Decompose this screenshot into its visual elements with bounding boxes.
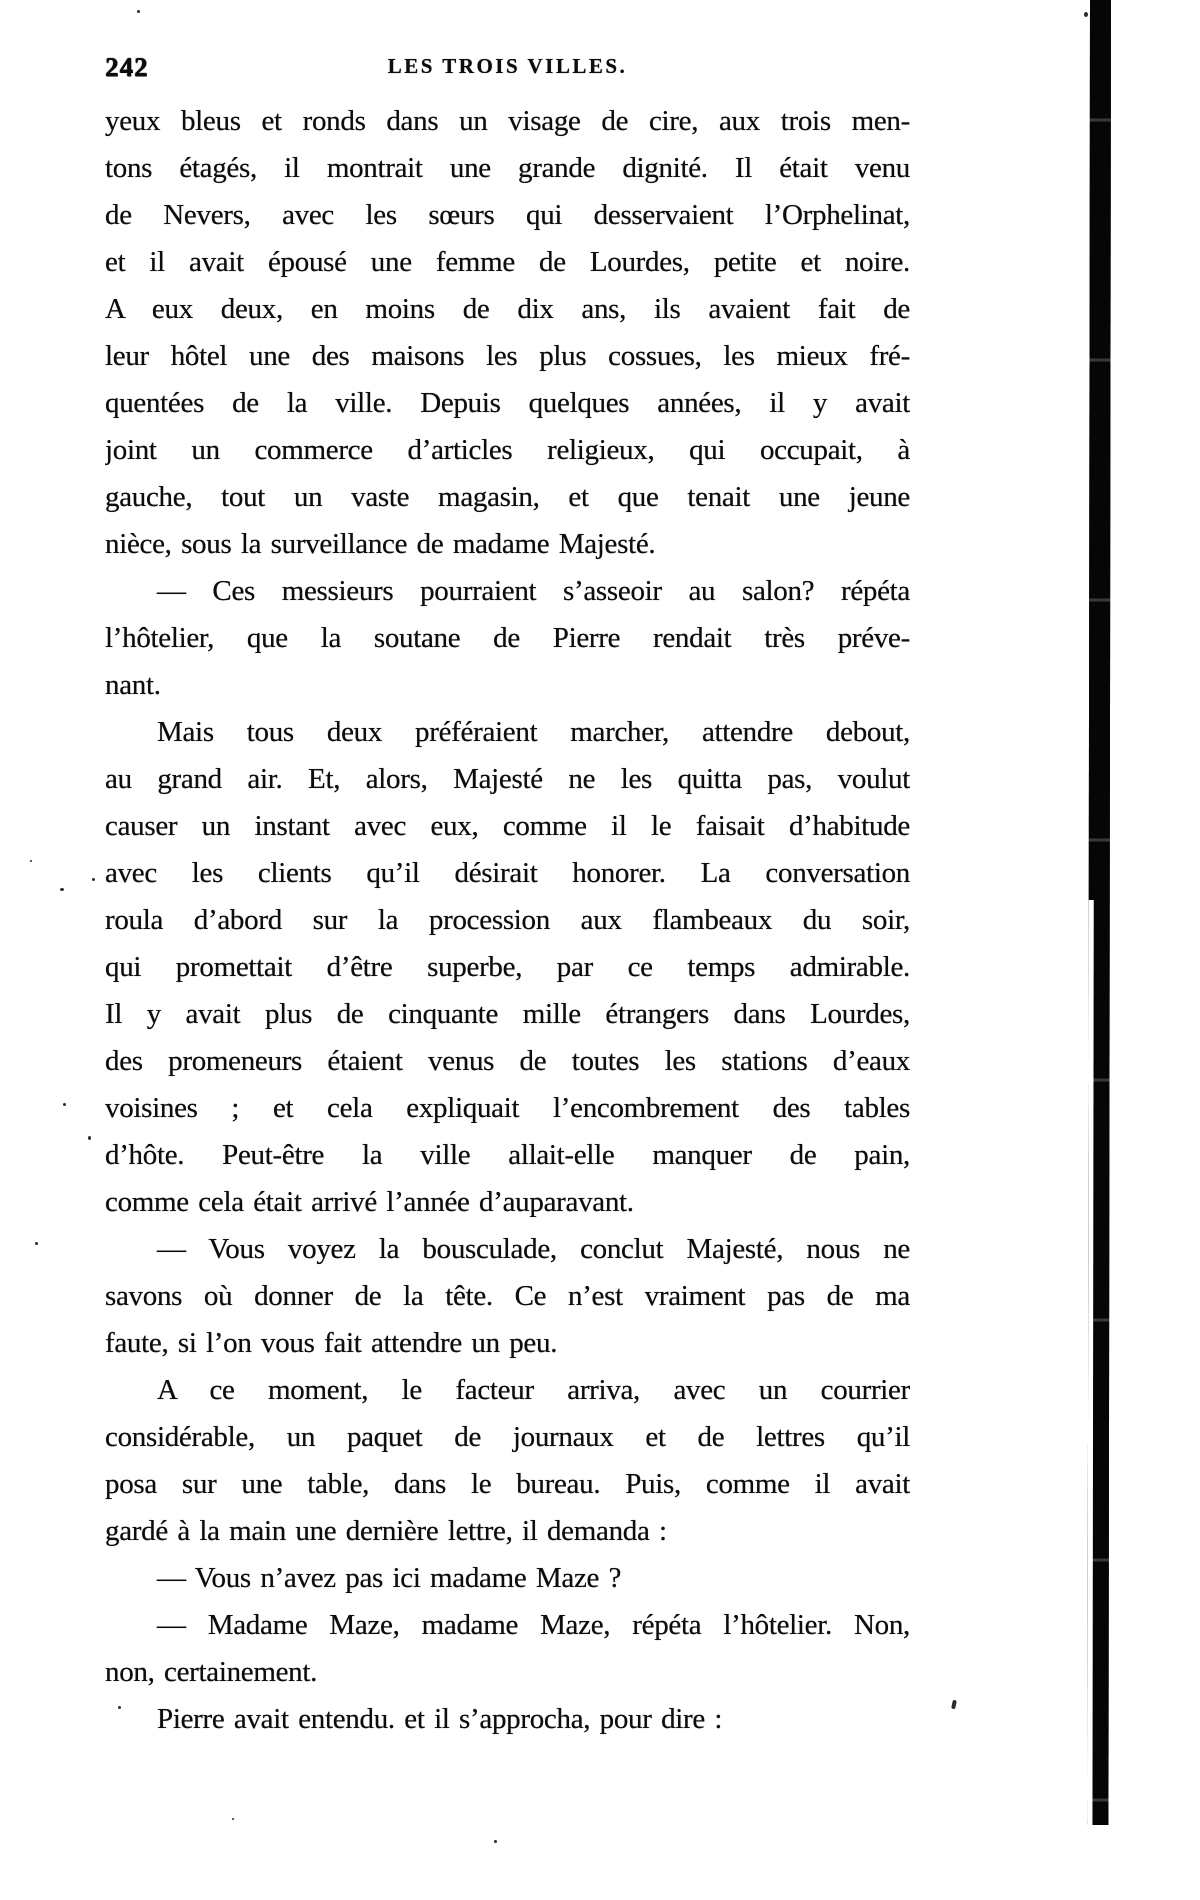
scan-speck [137,10,140,13]
running-head [105,50,910,84]
scan-speck [88,1136,91,1140]
text-line: non, certainement. [105,1656,318,1688]
text-line: quentées de la ville. Depuis quelques années, il y avait [105,387,910,419]
text-line: et il avait épousé une femme de Lourdes, petite et noire. [105,246,910,278]
scan-speck [63,1103,66,1106]
scan-speck [118,1706,121,1709]
text-line: nièce, sous la surveillance de madame Majesté. [105,528,656,560]
text-line: leur hôtel une des maisons les plus cossues, les mieux fré- [105,340,910,372]
scan-speck [30,860,32,862]
paragraph [105,1226,910,1367]
text-line: causer un instant avec eux, comme il le faisait d’habitude [105,810,910,842]
text-line: posa sur une table, dans le bureau. Puis, comme il avait [105,1468,910,1500]
paragraph [105,98,910,568]
text-line: de Nevers, avec les sœurs qui desservaient l’Orphelinat, [105,199,910,231]
paragraph [105,568,910,709]
binding-shadow-bar [1087,0,1111,1825]
text-line: d’hôte. Peut-être la ville allait-elle manquer de pain, [105,1139,910,1171]
text-line: nant. [105,669,161,701]
paragraph [105,1602,910,1696]
text-line: gauche, tout un vaste magasin, et que tenait une jeune [105,481,910,513]
paragraph [105,1696,910,1743]
text-line: Il y avait plus de cinquante mille étrangers dans Lourdes, [105,998,910,1030]
text-line: — Madame Maze, madame Maze, répéta l’hôtelier. Non, [157,1609,910,1641]
text-line: l’hôtelier, que la soutane de Pierre rendait très préve- [105,622,910,654]
text-line: — Vous n’avez pas ici madame Maze ? [157,1562,622,1594]
text-line: savons où donner de la tête. Ce n’est vraiment pas de ma [105,1280,910,1312]
scan-speck [494,1840,497,1843]
text-line: considérable, un paquet de journaux et de lettres qu’il [105,1421,910,1453]
paragraph [105,709,910,1226]
scan-speck [92,878,95,881]
text-line: comme cela était arrivé l’année d’auparavant. [105,1186,634,1218]
scan-speck [951,1700,957,1710]
text-line: gardé à la main une dernière lettre, il demanda : [105,1515,667,1547]
text-line: — Vous voyez la bousculade, conclut Majesté, nous ne [157,1233,910,1265]
text-line: joint un commerce d’articles religieux, qui occupait, à [105,434,910,466]
text-line: yeux bleus et ronds dans un visage de cire, aux trois men- [105,105,910,137]
scan-speck [232,1818,234,1820]
text-line: A eux deux, en moins de dix ans, ils avaient fait de [105,293,910,325]
text-line: roula d’abord sur la procession aux flambeaux du soir, [105,904,910,936]
text-line: faute, si l’on vous fait attendre un peu. [105,1327,558,1359]
text-line: des promeneurs étaient venus de toutes les stations d’eaux [105,1045,910,1077]
text-line: voisines ; et cela expliquait l’encombrement des tables [105,1092,910,1124]
text-line: A ce moment, le facteur arriva, avec un courrier [157,1374,910,1406]
scan-speck [60,888,64,891]
text-block [105,98,910,1743]
text-line: tons étagés, il montrait une grande dignité. Il était venu [105,152,910,184]
text-line: Pierre avait entendu. et il s’approcha, pour dire : [157,1703,723,1735]
running-title: LES TROIS VILLES. [387,54,628,78]
scan-speck [35,1242,38,1245]
paragraph [105,1555,910,1602]
paragraph [105,1367,910,1555]
text-line: qui promettait d’être superbe, par ce temps admirable. [105,951,910,983]
scan-speck [1084,12,1088,17]
text-line: Mais tous deux préféraient marcher, attendre debout, [157,716,910,748]
page-number: 242 [105,52,149,82]
text-line: avec les clients qu’il désirait honorer. La conversation [105,857,910,889]
text-line: au grand air. Et, alors, Majesté ne les quitta pas, voulut [105,763,910,795]
text-line: — Ces messieurs pourraient s’asseoir au salon? répéta [157,575,910,607]
